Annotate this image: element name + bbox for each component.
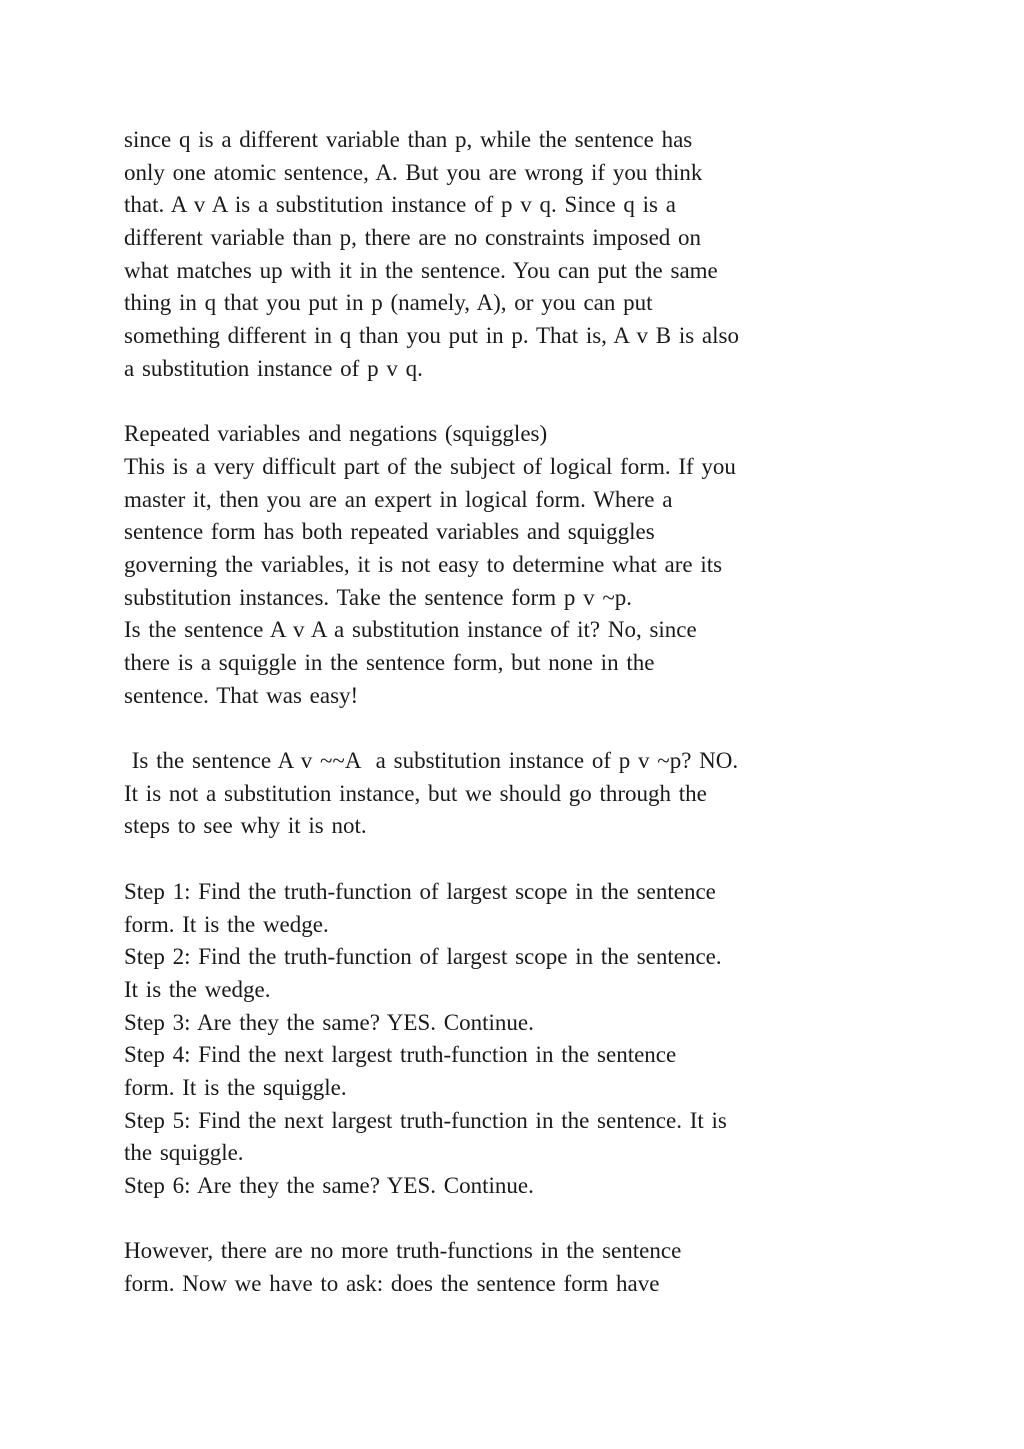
text-line: there is a squiggle in the sentence form, but none in the [124, 650, 655, 675]
text-line: It is not a substitution instance, but we should go through the [124, 780, 707, 806]
section-heading: Repeated variables and negations (squiggles) [124, 421, 548, 447]
text-line: sentence form has both repeated variables and squiggles [124, 519, 655, 545]
text-line: master it, then you are an expert in logical form. Where a [124, 486, 673, 512]
paragraph-double-negation-question [124, 745, 924, 843]
text-line: that. A v A is a substitution instance of p v q. Since q is a [124, 192, 676, 218]
step-line: Step 5: Find the next largest truth-function in the sentence. It is [124, 1107, 727, 1133]
step-line: Step 6: Are they the same? YES. Continue. [124, 1173, 534, 1198]
step-line: Step 4: Find the next largest truth-function in the sentence [124, 1042, 677, 1068]
text-line: thing in q that you put in p (namely, A), or you can put [124, 290, 653, 316]
text-line: what matches up with it in the sentence. You can put the same [124, 257, 718, 283]
paragraph-gap [124, 386, 924, 419]
text-line: different variable than p, there are no constraints imposed on [124, 225, 702, 251]
step-line: It is the wedge. [124, 976, 271, 1002]
text-line: a substitution instance of p v q. [124, 355, 423, 381]
step-line: Step 3: Are they the same? YES. Continue. [124, 1009, 534, 1035]
text-line: something different in q than you put in p. That is, A v B is also [124, 323, 739, 349]
text-line: governing the variables, it is not easy to determine what are its [124, 551, 723, 577]
text-line: steps to see why it is not. [124, 813, 367, 839]
paragraph-repeated-variables [124, 418, 924, 712]
text-line: since q is a different variable than p, while the sentence has [124, 127, 693, 152]
paragraph-gap [124, 1203, 924, 1236]
text-line: substitution instances. Take the sentence form p v ~p. [124, 584, 633, 610]
step-line: Step 2: Find the truth-function of largest scope in the sentence. [124, 944, 722, 970]
step-line: form. It is the squiggle. [124, 1074, 347, 1100]
text-line: only one atomic sentence, A. But you are wrong if you think [124, 159, 703, 185]
text-line: Is the sentence A v A a substitution instance of it? No, since [124, 617, 697, 643]
paragraph-gap [124, 712, 924, 745]
paragraph-substitution-intro [124, 124, 924, 386]
text-line: form. Now we have to ask: does the sentence form have [124, 1271, 660, 1297]
paragraph-steps [124, 876, 924, 1203]
step-line: the squiggle. [124, 1140, 244, 1166]
text-line: However, there are no more truth-functions in the sentence [124, 1238, 682, 1264]
step-line: form. It is the wedge. [124, 911, 329, 937]
step-line: Step 1: Find the truth-function of largest scope in the sentence [124, 878, 716, 904]
paragraph-gap [124, 843, 924, 876]
text-line: Is the sentence A v ~~A a substitution instance of p v ~p? NO. [124, 748, 739, 774]
document-body [124, 124, 924, 1301]
paragraph-conclusion [124, 1235, 924, 1300]
text-line: sentence. That was easy! [124, 682, 359, 708]
text-line: This is a very difficult part of the subject of logical form. If you [124, 453, 736, 479]
